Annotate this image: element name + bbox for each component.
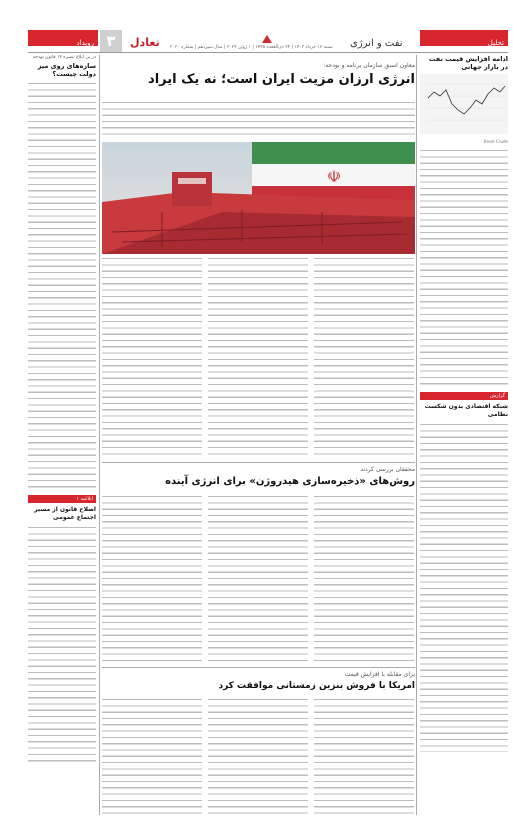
gasoline-col-2	[208, 697, 308, 815]
main-article	[102, 62, 415, 89]
gasoline-article	[102, 671, 415, 692]
right-column	[420, 55, 508, 752]
left-kicker: در پی ابلاغ تبصره ۱۴ قانون بودجه	[32, 55, 96, 60]
left-bottom-tag-label: ابلاغیه ۱	[76, 496, 93, 502]
gasoline-col-3	[102, 697, 202, 815]
hydrogen-kicker: محققان بررسی کردند	[360, 466, 415, 473]
hydrogen-col-2	[208, 494, 308, 662]
tanker-photo	[102, 142, 415, 254]
right-mid-body	[420, 422, 508, 752]
header-rule	[28, 52, 508, 53]
left-tag-label: رویداد	[76, 39, 94, 47]
right-mid-tag-label: گزارش	[489, 393, 505, 399]
right-body-text	[420, 148, 508, 388]
right-section-tag	[420, 30, 508, 46]
left-body-text	[28, 81, 96, 489]
gasoline-headline: امریکا با فروش بنزین زمستانی موافقت کرد	[218, 681, 415, 691]
oil-price-chart-image	[420, 74, 508, 134]
hydrogen-headline: روش‌های «ذخیره‌سازی هیدروژن» برای انرژی آینده	[165, 476, 415, 487]
main-intro-text	[102, 100, 415, 140]
right-top-title: ادامه افزایش قیمت نفت در بازار جهانی	[428, 55, 508, 71]
left-column	[28, 55, 96, 765]
main-body-col-2	[208, 256, 308, 456]
hydrogen-col-1	[314, 494, 414, 662]
main-body-col-3	[102, 256, 202, 456]
gasoline-kicker: برای مقابله با افزایش قیمت	[344, 671, 415, 678]
section-title: نفت و انرژی	[350, 38, 403, 49]
hydrogen-col-3	[102, 494, 202, 662]
page-number: ۳	[100, 30, 122, 52]
left-section-tag	[28, 30, 98, 46]
main-body-col-1	[314, 256, 414, 456]
date-line: شنبه ۱۲ خرداد ۱۴۰۳ | ۲۴ ذی‌القعده ۱۴۴۵ | ۱ ژوئن ۲۰۲۴ | سال سیزدهم | شماره ۳۰۲۰	[170, 45, 333, 50]
section-divider-2	[102, 667, 415, 668]
hydrogen-article	[102, 466, 415, 489]
main-headline: انرژی ارزان مزیت ایران است؛ نه یک ایراد	[148, 72, 415, 87]
svg-text:☫: ☫	[326, 167, 342, 186]
page-header	[0, 0, 513, 52]
column-divider	[416, 55, 417, 815]
left-bottom-body	[28, 525, 96, 765]
main-kicker: معاون اسبق سازمان برنامه و بودجه:	[323, 62, 415, 69]
right-mid-tag	[420, 392, 508, 400]
left-bottom-headline: اصلاح قانون از مسیر اجتماع عمومی	[34, 506, 96, 521]
section-divider	[102, 462, 415, 463]
gasoline-col-1	[314, 697, 414, 815]
right-mid-headline: شبکه اقتصادی بدون شکست نظامی	[424, 403, 508, 418]
right-tag-label: تحلیل	[487, 39, 504, 47]
triangle-icon	[262, 35, 272, 43]
newspaper-logo: تعادل	[130, 36, 160, 49]
chart-caption: Brent Crude	[483, 139, 508, 144]
left-headline: سازه‌های روی میز دولت چیست؟	[37, 62, 96, 78]
left-column-divider	[99, 55, 100, 815]
left-bottom-tag	[28, 495, 96, 503]
